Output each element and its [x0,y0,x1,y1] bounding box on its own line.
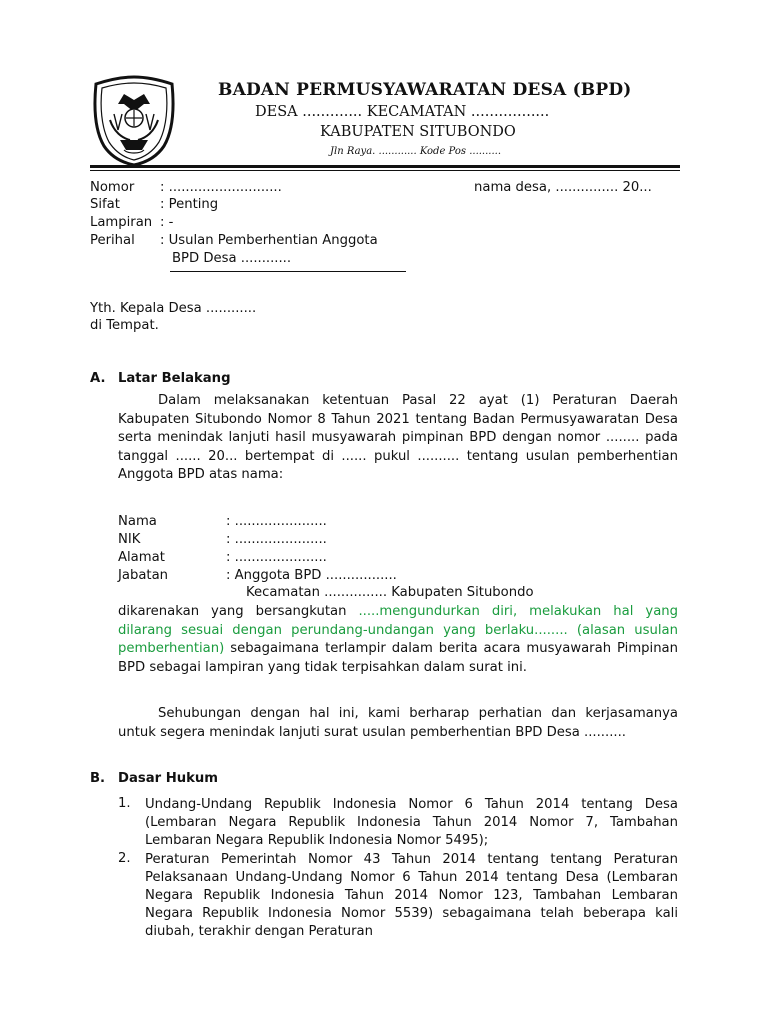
field-jabatan-label: Jabatan [118,568,169,583]
perihal-value-cont: BPD Desa ............ [172,251,292,266]
closing-paragraph: Sehubungan dengan hal ini, kami berharap perhatian dan kerjasamanya untuk segera menindak lanjuti surat usulan pemberhentian BPD Desa .......... [118,706,678,740]
place-date: nama desa, ............... 20... [474,180,652,195]
perihal-underline [170,271,406,272]
nomor-label: Nomor [90,180,135,195]
field-nik-label: NIK [118,532,141,547]
nomor-value: : ........................... [160,180,282,195]
field-alamat-label: Alamat [118,550,165,565]
letterhead-thin-rule [90,170,680,171]
reason-text-end: sebagaimana terlampir dalam berita acara musyawarah Pimpinan BPD sebagai lampiran yang tidak terpisahkan dalam surat ini. [118,641,678,675]
field-jabatan-value: : Anggota BPD ................. [226,568,397,583]
sifat-value: : Penting [160,197,219,212]
lampiran-value: : - [160,215,174,230]
field-alamat-value: : ...................... [226,550,327,565]
desa-kecamatan-line: DESA ............. KECAMATAN ................. [255,104,550,120]
perihal-value: : Usulan Pemberhentian Anggota [160,233,378,248]
field-nik-value: : ...................... [226,532,327,547]
field-nama-value: : ...................... [226,514,327,529]
section-a-title: Latar Belakang [118,371,231,386]
section-b-title: Dasar Hukum [118,771,219,786]
addressee-line: Yth. Kepala Desa ............ [90,301,257,316]
reason-paragraph [118,603,678,677]
letterhead-thick-rule [90,165,680,168]
addressee-place: di Tempat. [90,318,159,333]
field-nama-label: Nama [118,514,157,529]
reason-text-start: dikarenakan yang bersangkutan [118,604,359,619]
section-b-letter: B. [90,771,106,786]
regency-emblem-logo [90,74,178,166]
list-item-text: Undang-Undang Republik Indonesia Nomor 6 Tahun 2014 tentang Desa (Lembaran Negara Republik Indonesia Tahun 2014 Nomor 7, Tambahan Lembaran Negara Republik Indonesia Nomor 5495); [145,797,678,848]
address-line: Jln Raya. ............ Kode Pos .......... [330,146,502,157]
lampiran-label: Lampiran [90,215,153,230]
section-b-heading [90,771,218,786]
list-item-number: 1. [118,796,131,811]
reason-highlight: .....mengundurkan diri, melakukan hal yang dilarang sesuai dengan perundang-undangan yang berlaku........ (alasan usulan pemberhentian) [118,604,679,656]
institution-title: BADAN PERMUSYAWARATAN DESA (BPD) [218,80,632,100]
list-item-number: 2. [118,851,131,866]
kabupaten-name: KABUPATEN SITUBONDO [320,124,516,140]
sifat-label: Sifat [90,197,120,212]
list-item-text: Peraturan Pemerintah Nomor 43 Tahun 2014 tentang tentang Peraturan Pelaksanaan Undang-Undang Nomor 6 Tahun 2014 tentang Desa (Lembaran Negara Republik Indonesia Tahun 2014 Nomor 123, Tambahan Lembaran Negara Republik Indonesia Nomor 5539) sebagaimana telah beberapa kali diubah, terakhir dengan Peraturan [145,852,678,939]
section-a-heading [90,371,231,386]
kecamatan-line: Kecamatan ............... Kabupaten Situbondo [246,585,534,600]
section-a-letter: A. [90,371,106,386]
perihal-label: Perihal [90,233,135,248]
latar-belakang-paragraph: Dalam melaksanakan ketentuan Pasal 22 ayat (1) Peraturan Daerah Kabupaten Situbondo Nomor 8 Tahun 2021 tentang Badan Permusyawaratan Desa serta menindak lanjuti hasil musyawarah pimpinan BPD dengan nomor ........ pada tanggal ...... 20... bertempat di ...... pukul .......... tentang usulan pemberhentian Anggota BPD atas nama: [118,393,678,482]
